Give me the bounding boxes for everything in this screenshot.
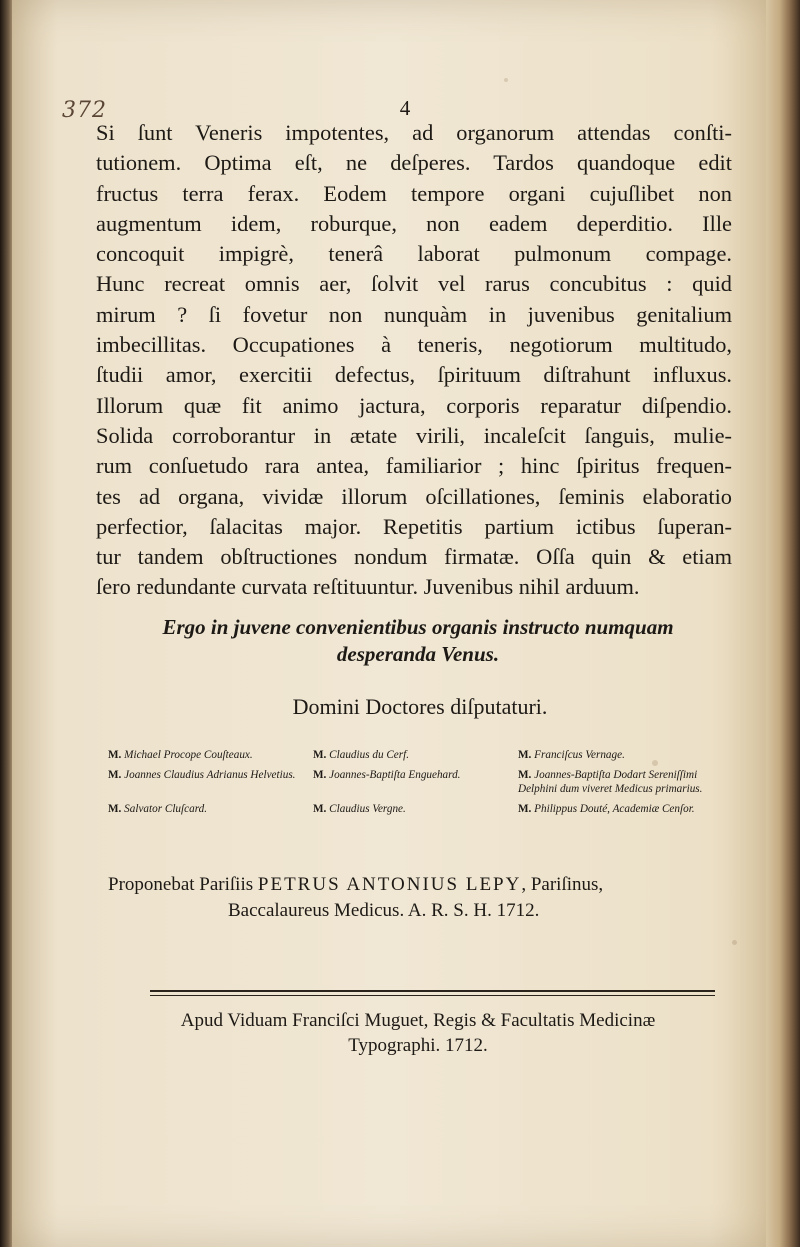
body-text: [96, 118, 732, 603]
doctor-entry: M. Salvator Cluſcard.: [108, 803, 208, 815]
body-line: rum conſuetudo rara antea, familiarior ; hinc ſpiritus frequen-: [96, 453, 732, 479]
body-line: tes ad organa, vividæ illorum oſcillationes, ſeminis elaboratio: [96, 483, 732, 509]
imprint-line: Typographi. 1712.: [348, 1035, 488, 1056]
body-line: fructus terra ferax. Eodem tempore organi cujuſlibet non: [96, 180, 732, 206]
conclusion-line: Ergo in juvene convenientibus organis instructo numquam: [162, 615, 674, 639]
doctor-entry: M. Claudius du Cerf.: [313, 749, 410, 761]
doctor-entry: M. Michael Procope Couſteaux.: [108, 749, 253, 761]
imprint-line: Apud Viduam Franciſci Muguet, Regis & Facultatis Medicinæ: [180, 1010, 656, 1031]
body-line: tutionem. Optima eſt, ne deſperes. Tardos quandoque edit: [96, 150, 732, 176]
body-line: Si ſunt Veneris impotentes, ad organorum attendas conſti-: [96, 120, 732, 145]
body-line: ſtudii amor, exercitii defectus, ſpirituum diſtrahunt influxus.: [96, 362, 732, 388]
body-line: Illorum quæ fit animo jactura, corporis reparatur diſpendio.: [96, 392, 732, 418]
printer-imprint: [108, 1008, 728, 1058]
page-number: 4: [399, 96, 411, 120]
body-line: augmentum idem, roburque, non eadem deperditio. Ille: [96, 210, 732, 236]
conclusion-line: desperanda Venus.: [336, 642, 500, 666]
doctor-entry: M. Claudius Vergne.: [313, 803, 406, 815]
proposer-name: PETRUS ANTONIUS LEPY: [257, 874, 522, 895]
proposer-degree: Baccalaureus Medicus. A. R. S. H. 1712.: [228, 900, 540, 921]
doctors-list: [108, 748, 728, 816]
doctor-entry: M. Joannes-Baptiſta Dodart Sereniſſimi Delphini dum viveret Medicus primarius.: [518, 769, 703, 795]
body-line: concoquit impigrè, tenerâ laborat pulmonum compage.: [96, 241, 732, 267]
book-page-edges-right: [766, 0, 800, 1247]
body-line: tur tandem obſtructiones nondum firmatæ. Oſſa quin & etiam: [96, 544, 732, 570]
divider-rule: [150, 990, 715, 996]
body-line: ſero redundante curvata reſtituuntur. Juvenibus nihil arduum.: [96, 574, 640, 600]
doctor-entry: M. Joannes-Baptiſta Enguehard.: [313, 769, 461, 781]
handwritten-folio-number: 372: [62, 98, 107, 123]
body-line: Hunc recreat omnis aer, ſolvit vel rarus concubitus : quid: [96, 271, 732, 297]
foxing-spot: [504, 78, 508, 82]
body-line: Solida corroborantur in ætate virili, incaleſcit ſanguis, mulie-: [96, 422, 732, 448]
proposer-statement: [108, 872, 728, 924]
doctor-entry: M. Philippus Douté, Academiæ Cenſor.: [518, 803, 695, 815]
thesis-conclusion: [118, 614, 718, 668]
doctor-entry: M. Joannes Claudius Adrianus Helvetius.: [108, 769, 296, 781]
body-line: mirum ? ſi fovetur non nunquàm in juvenibus genitalium: [96, 301, 732, 327]
body-line: perfectior, ſalacitas major. Repetitis partium ictibus ſuperan-: [96, 513, 732, 539]
foxing-spot: [732, 940, 737, 945]
body-line: imbecillitas. Occupationes à teneris, negotiorum multitudo,: [96, 332, 732, 358]
proposer-line: Proponebat Pariſiis PETRUS ANTONIUS LEPY, Pariſinus,: [108, 874, 604, 895]
doctors-heading: Domini Doctores diſputaturi.: [292, 694, 548, 719]
doctor-entry: M. Franciſcus Vernage.: [518, 749, 625, 761]
